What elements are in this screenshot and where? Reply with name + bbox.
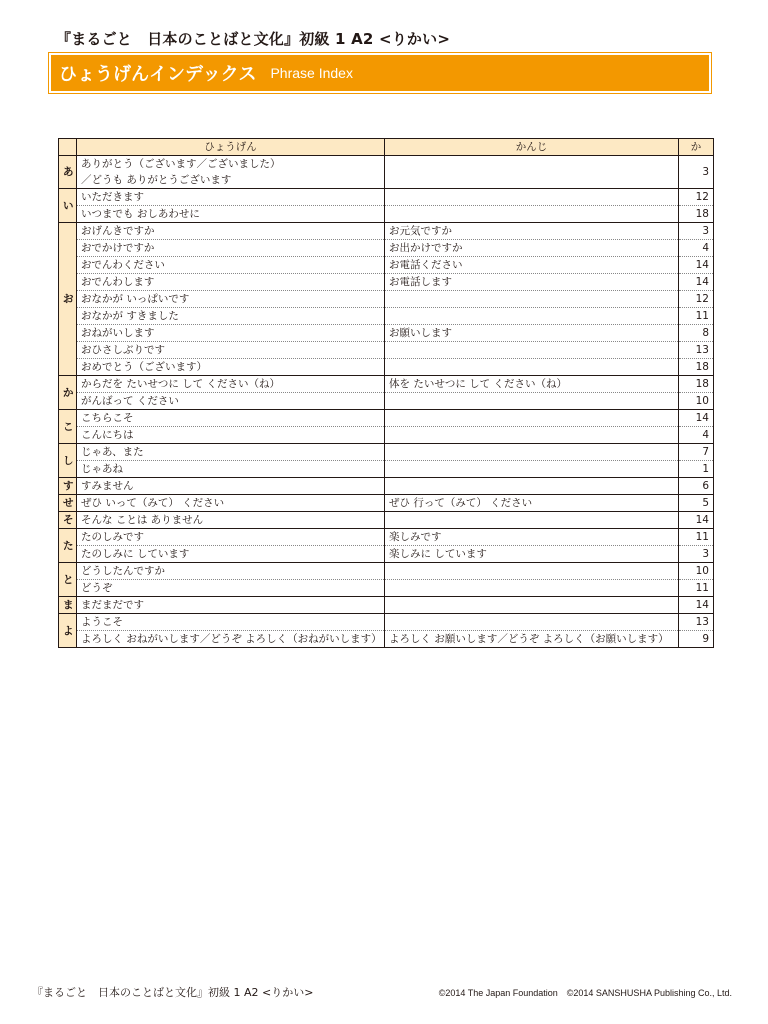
phrase-index-table: [58, 138, 714, 648]
lesson-cell: 8: [679, 325, 714, 342]
phrase-text: おなかが すきました: [81, 310, 179, 322]
phrase-text: どうぞ: [81, 582, 113, 594]
kana-heading: ま: [59, 597, 77, 614]
kanji-cell: [385, 206, 679, 223]
header-phrase: ひょうげん: [77, 139, 385, 156]
table-row: [59, 478, 714, 495]
table-row: [59, 240, 714, 257]
lesson-cell: 10: [679, 393, 714, 410]
phrase-text: いつまでも おしあわせに: [81, 208, 200, 220]
table-row: [59, 427, 714, 444]
table-row: [59, 580, 714, 597]
section-title-en: Phrase Index: [270, 65, 353, 81]
phrase-text: おねがいします: [81, 327, 155, 339]
kanji-cell: [385, 444, 679, 461]
table-row: [59, 342, 714, 359]
section-banner-fill: [51, 55, 709, 91]
kana-heading: あ: [59, 156, 77, 189]
lesson-cell: 11: [679, 308, 714, 325]
phrase-text: おでかけですか: [81, 242, 155, 254]
phrase-text: どうしたんですか: [81, 565, 165, 577]
table-row: [59, 546, 714, 563]
table-row: [59, 156, 714, 189]
lesson-cell: 1: [679, 461, 714, 478]
table-row: [59, 257, 714, 274]
kana-heading: か: [59, 376, 77, 410]
lesson-cell: 18: [679, 376, 714, 393]
kanji-cell: [385, 580, 679, 597]
kanji-cell: [385, 291, 679, 308]
kana-heading: せ: [59, 495, 77, 512]
phrase-text: そんな ことは ありません: [81, 514, 204, 526]
kanji-cell: [385, 427, 679, 444]
book-title: 『まるごと 日本のことばと文化』初級 1 A2 <りかい>: [56, 30, 451, 48]
lesson-cell: 5: [679, 495, 714, 512]
table-row: [59, 189, 714, 206]
table-row: [59, 597, 714, 614]
phrase-text: おげんきですか: [81, 225, 155, 237]
lesson-cell: 14: [679, 597, 714, 614]
header-kana-corner: [59, 139, 77, 156]
table-row: [59, 614, 714, 631]
phrase-text: まだまだです: [81, 599, 144, 611]
table-row: [59, 444, 714, 461]
phrase-cell: [77, 342, 385, 359]
kana-heading: す: [59, 478, 77, 495]
kanji-cell: [385, 393, 679, 410]
phrase-cell: [77, 461, 385, 478]
kanji-cell: [385, 410, 679, 427]
kanji-cell: [385, 359, 679, 376]
phrase-cell: [77, 563, 385, 580]
phrase-text: ようこそ: [81, 616, 123, 628]
kanji-cell: お元気ですか: [385, 223, 679, 240]
phrase-text: こんにちは: [81, 429, 134, 441]
table-row: [59, 274, 714, 291]
kanji-cell: お電話ください: [385, 257, 679, 274]
phrase-cell: [77, 393, 385, 410]
phrase-text: たのしみに しています: [81, 548, 190, 560]
table-row: [59, 291, 714, 308]
kanji-cell: [385, 342, 679, 359]
phrase-cell: [77, 478, 385, 495]
phrase-text: おなかが いっぱいです: [81, 293, 190, 305]
kanji-cell: お願いします: [385, 325, 679, 342]
table-body: [59, 156, 714, 648]
kana-heading: こ: [59, 410, 77, 444]
lesson-cell: 3: [679, 223, 714, 240]
kana-heading: し: [59, 444, 77, 478]
phrase-text: ぜひ いって（みて） ください: [81, 497, 225, 509]
header-lesson: か: [679, 139, 714, 156]
footer-copyright: ©2014 The Japan Foundation ©2014 SANSHUSHA Publishing Co., Ltd.: [438, 988, 732, 998]
kanji-cell: [385, 308, 679, 325]
lesson-cell: 13: [679, 614, 714, 631]
phrase-text: じゃあね: [81, 463, 123, 475]
table-row: [59, 461, 714, 478]
phrase-text: よろしく おねがいします／どうぞ よろしく（おねがいします）: [81, 633, 382, 645]
footer-book-title: 『まるごと 日本のことばと文化』初級 1 A2 <りかい>: [32, 986, 314, 999]
kanji-cell: 楽しみに しています: [385, 546, 679, 563]
lesson-cell: 10: [679, 563, 714, 580]
phrase-text: おでんわください: [81, 259, 165, 271]
phrase-cell: [77, 223, 385, 240]
phrase-text: たのしみです: [81, 531, 144, 543]
table-row: [59, 223, 714, 240]
phrase-cell: [77, 189, 385, 206]
phrase-text: からだを たいせつに して ください（ね）: [81, 378, 281, 390]
phrase-text: おめでとう（ございます）: [81, 361, 207, 373]
kanji-cell: [385, 478, 679, 495]
phrase-cell: [77, 597, 385, 614]
phrase-cell: [77, 376, 385, 393]
phrase-cell: [77, 308, 385, 325]
kanji-cell: お電話します: [385, 274, 679, 291]
lesson-cell: 13: [679, 342, 714, 359]
kanji-cell: [385, 563, 679, 580]
kanji-cell: 楽しみです: [385, 529, 679, 546]
phrase-cell: [77, 427, 385, 444]
phrase-cell: [77, 495, 385, 512]
phrase-text: じゃあ、また: [81, 446, 144, 458]
lesson-cell: 18: [679, 359, 714, 376]
kanji-cell: [385, 512, 679, 529]
lesson-cell: 4: [679, 240, 714, 257]
phrase-cell: [77, 156, 385, 189]
phrase-text: がんばって ください: [81, 395, 179, 407]
lesson-cell: 12: [679, 189, 714, 206]
kanji-cell: [385, 597, 679, 614]
kana-heading: い: [59, 189, 77, 223]
lesson-cell: 4: [679, 427, 714, 444]
phrase-text: ／どうも ありがとうございます: [81, 174, 232, 186]
phrase-text: おひさしぶりです: [81, 344, 165, 356]
phrase-cell: [77, 257, 385, 274]
phrase-cell: [77, 325, 385, 342]
kanji-cell: [385, 461, 679, 478]
phrase-cell: [77, 291, 385, 308]
table-header-row: [59, 139, 714, 156]
phrase-cell: [77, 614, 385, 631]
kanji-cell: [385, 189, 679, 206]
lesson-cell: 12: [679, 291, 714, 308]
phrase-cell: [77, 274, 385, 291]
lesson-cell: 7: [679, 444, 714, 461]
table-row: [59, 359, 714, 376]
header-kanji: かんじ: [385, 139, 679, 156]
section-banner: [48, 52, 712, 94]
table-row: [59, 563, 714, 580]
lesson-cell: 14: [679, 410, 714, 427]
section-title-ja: ひょうげんインデックス: [59, 64, 257, 85]
lesson-cell: 11: [679, 580, 714, 597]
table-row: [59, 325, 714, 342]
kanji-cell: ぜひ 行って（みて） ください: [385, 495, 679, 512]
table-row: [59, 206, 714, 223]
lesson-cell: 9: [679, 631, 714, 648]
lesson-cell: 11: [679, 529, 714, 546]
kanji-cell: よろしく お願いします／どうぞ よろしく（お願いします）: [385, 631, 679, 648]
kana-heading: お: [59, 223, 77, 376]
lesson-cell: 3: [679, 546, 714, 563]
phrase-cell: [77, 240, 385, 257]
kana-heading: た: [59, 529, 77, 563]
table-row: [59, 393, 714, 410]
table-row: [59, 512, 714, 529]
kana-heading: そ: [59, 512, 77, 529]
phrase-cell: [77, 359, 385, 376]
lesson-cell: 14: [679, 512, 714, 529]
lesson-cell: 14: [679, 274, 714, 291]
kanji-cell: 体を たいせつに して ください（ね）: [385, 376, 679, 393]
phrase-cell: [77, 580, 385, 597]
phrase-cell: [77, 206, 385, 223]
kanji-cell: お出かけですか: [385, 240, 679, 257]
phrase-cell: [77, 444, 385, 461]
kana-heading: よ: [59, 614, 77, 648]
table-row: [59, 376, 714, 393]
lesson-cell: 18: [679, 206, 714, 223]
lesson-cell: 6: [679, 478, 714, 495]
lesson-cell: 14: [679, 257, 714, 274]
phrase-text: おでんわします: [81, 276, 155, 288]
phrase-cell: [77, 631, 385, 648]
kanji-cell: [385, 156, 679, 189]
phrase-cell: [77, 529, 385, 546]
table-row: [59, 529, 714, 546]
phrase-text: こちらこそ: [81, 412, 134, 424]
lesson-cell: 3: [679, 156, 714, 189]
table-row: [59, 308, 714, 325]
table-row: [59, 631, 714, 648]
kana-heading: と: [59, 563, 77, 597]
kanji-cell: [385, 614, 679, 631]
phrase-text: すみません: [81, 480, 134, 492]
phrase-cell: [77, 512, 385, 529]
phrase-text: ありがとう（ございます／ございました）: [81, 158, 281, 170]
phrase-cell: [77, 410, 385, 427]
phrase-cell: [77, 546, 385, 563]
phrase-text: いただきます: [81, 191, 144, 203]
table-row: [59, 495, 714, 512]
table-row: [59, 410, 714, 427]
